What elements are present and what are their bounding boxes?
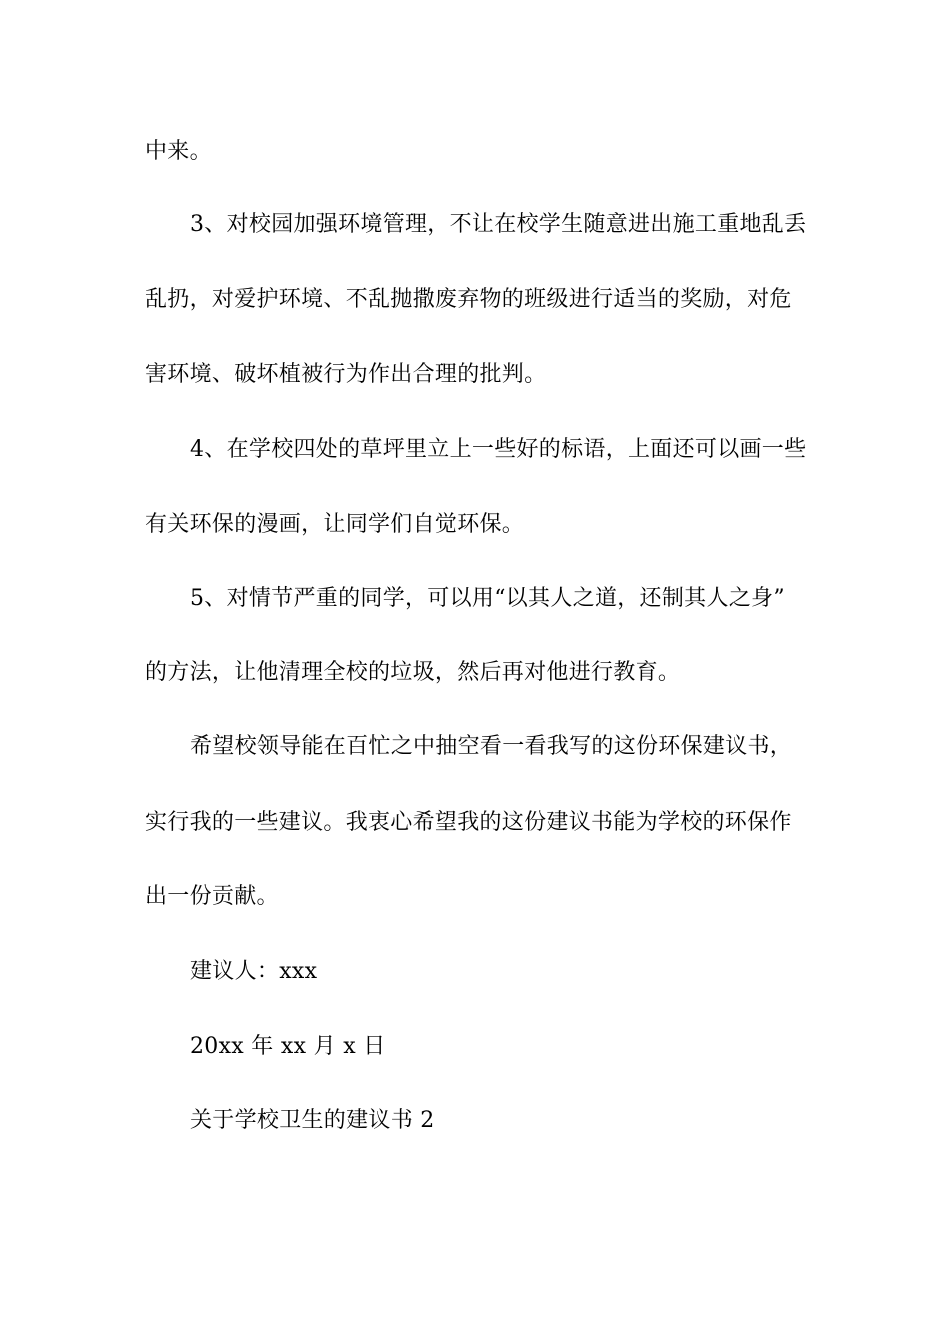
- paragraph-3-line-1: 3、对校园加强环境管理，不让在校学生随意进出施工重地乱丢: [190, 212, 807, 237]
- signature-proposer: 建议人：xxx: [190, 959, 318, 984]
- next-section-title: 关于学校卫生的建议书 2: [190, 1108, 435, 1133]
- closing-paragraph-line-2: 实行我的一些建议。我衷心希望我的这份建议书能为学校的环保作: [145, 810, 792, 835]
- signature-date: 20xx 年 xx 月 x 日: [190, 1034, 386, 1059]
- paragraph-5-line-2: 的方法，让他清理全校的垃圾，然后再对他进行教育。: [145, 660, 681, 685]
- paragraph-3-line-2: 乱扔，对爱护环境、不乱抛撒废弃物的班级进行适当的奖励，对危: [145, 287, 792, 312]
- paragraph-line-continuation: 中来。: [145, 139, 212, 164]
- closing-paragraph-line-3: 出一份贡献。: [145, 884, 279, 909]
- paragraph-3-line-3: 害环境、破坏植被行为作出合理的批判。: [145, 362, 547, 387]
- closing-paragraph-line-1: 希望校领导能在百忙之中抽空看一看我写的这份环保建议书，: [190, 734, 793, 759]
- paragraph-5-line-1: 5、对情节严重的同学，可以用“以其人之道，还制其人之身”: [190, 586, 785, 611]
- paragraph-4-line-2: 有关环保的漫画，让同学们自觉环保。: [145, 512, 525, 537]
- paragraph-4-line-1: 4、在学校四处的草坪里立上一些好的标语，上面还可以画一些: [190, 437, 807, 462]
